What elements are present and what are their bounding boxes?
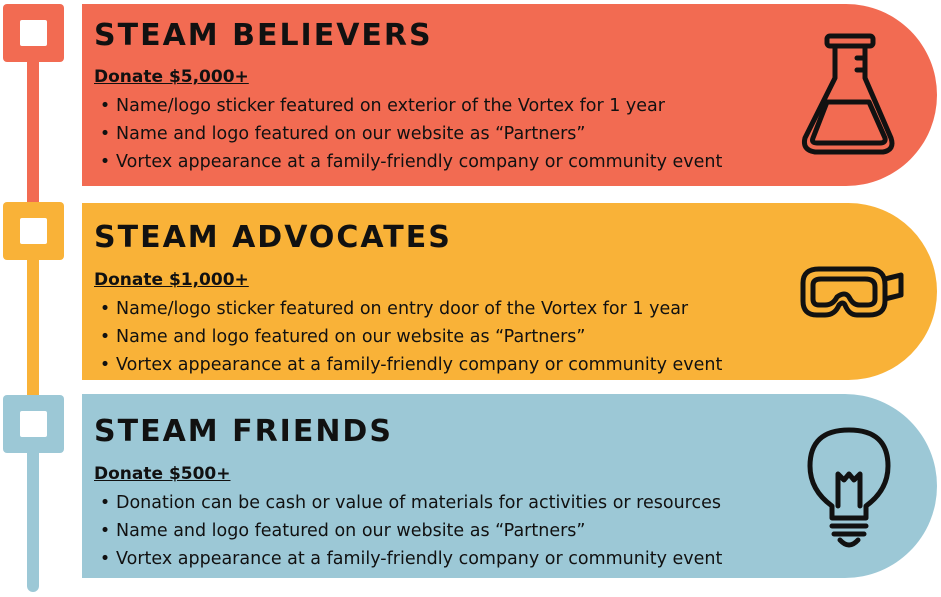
tier-donate-amount: Donate $5,000+ [94,67,249,87]
tier-title: STEAM FRIENDS [94,414,393,449]
timeline-rail-advocates [27,240,39,410]
tier-benefits-list [94,489,722,573]
tier-card-friends [82,394,937,578]
timeline-node-believers [3,4,64,62]
timeline-rail-believers [27,40,39,210]
tier-benefits-list [94,92,722,176]
tier-title: STEAM ADVOCATES [94,220,452,255]
tier-donate-amount: Donate $500+ [94,464,231,484]
benefit-item: • Name/logo sticker featured on exterior of the Vortex for 1 year [94,92,722,120]
timeline-node-advocates [3,202,64,260]
lightbulb-icon [804,424,894,554]
benefit-item: • Vortex appearance at a family-friendly company or community event [94,351,722,379]
benefit-item: • Vortex appearance at a family-friendly company or community event [94,545,722,573]
tier-card-advocates [82,203,937,380]
benefit-item: • Donation can be cash or value of materials for activities or resources [94,489,722,517]
goggles-icon [797,263,907,323]
benefit-item: • Name and logo featured on our website as “Partners” [94,120,722,148]
timeline-rail-friends [27,440,39,592]
benefit-item: • Name and logo featured on our website as “Partners” [94,517,722,545]
flask-icon [797,30,897,160]
benefit-item: • Name/logo sticker featured on entry door of the Vortex for 1 year [94,295,722,323]
tier-benefits-list [94,295,722,379]
tier-donate-amount: Donate $1,000+ [94,270,249,290]
tier-card-believers [82,4,937,186]
timeline-node-friends [3,395,64,453]
benefit-item: • Name and logo featured on our website as “Partners” [94,323,722,351]
tier-title: STEAM BELIEVERS [94,18,433,53]
benefit-item: • Vortex appearance at a family-friendly company or community event [94,148,722,176]
